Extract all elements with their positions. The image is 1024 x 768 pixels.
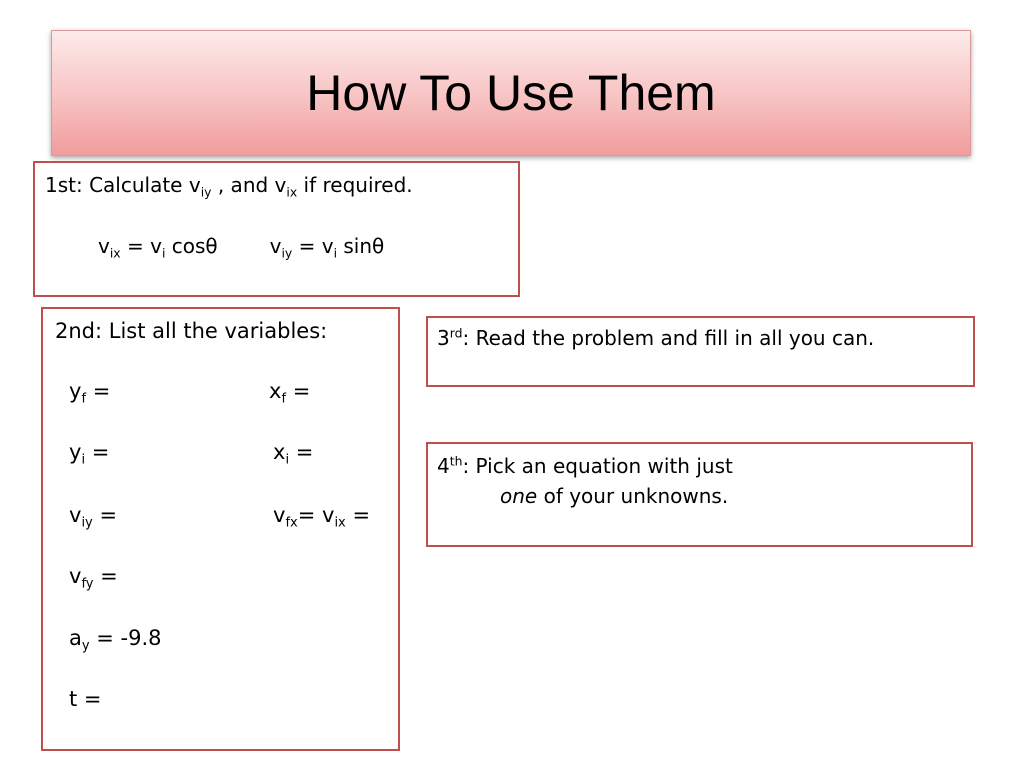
step4-num: 4 xyxy=(437,454,450,478)
variable-row xyxy=(69,564,118,592)
eq2-mid: = v xyxy=(292,234,334,258)
step4-body: : Pick an equation with just xyxy=(462,454,733,478)
var-viy: v xyxy=(69,503,82,527)
step1-suffix: if required. xyxy=(297,173,413,197)
step1-prefix: 1st: Calculate xyxy=(45,173,189,197)
var-yf-eq: = xyxy=(86,379,111,403)
step4-sup: th xyxy=(449,453,463,469)
var-xf-eq: = xyxy=(286,379,311,403)
var-vfx-eq: = v xyxy=(297,503,335,527)
var-vfy: v xyxy=(69,564,82,588)
eq2-lhs-sub: iy xyxy=(281,245,293,261)
step1-var2-sub: ix xyxy=(286,184,298,200)
var-yf-sub: f xyxy=(81,391,87,407)
step2-box xyxy=(41,307,400,751)
title-banner xyxy=(51,30,971,156)
step4-text xyxy=(437,454,733,478)
var-t: t xyxy=(69,687,78,711)
step1-box xyxy=(33,161,520,297)
page-title: How To Use Them xyxy=(306,65,716,121)
step1-equations xyxy=(98,234,385,261)
eq1-rhs: cosθ xyxy=(165,234,218,258)
step3-text xyxy=(437,326,874,350)
var-vfx-sub: fx xyxy=(285,515,298,531)
variable-row xyxy=(69,687,102,711)
var-xi: x xyxy=(273,440,286,464)
eq1-mid: = v xyxy=(120,234,162,258)
eq1-lhs: v xyxy=(98,234,110,258)
var-vix-sub: ix xyxy=(334,515,346,531)
var-vfx: v xyxy=(273,503,286,527)
step2-header: 2nd: List all the variables: xyxy=(55,319,328,343)
step4-emphasis: one xyxy=(500,484,538,508)
variable-row xyxy=(69,626,162,654)
step1-mid: , and xyxy=(211,173,275,197)
step3-box xyxy=(426,316,975,387)
eq1-lhs-sub: ix xyxy=(109,245,121,261)
step4-box xyxy=(426,442,973,547)
step3-num: 3 xyxy=(437,326,450,350)
variable-row xyxy=(69,440,314,468)
variable-row xyxy=(69,379,311,407)
var-ay: a xyxy=(69,626,82,650)
eq2-rhs: sinθ xyxy=(337,234,385,258)
var-xi-sub: i xyxy=(285,452,290,468)
var-xi-eq: = xyxy=(289,440,314,464)
step1-var1-sub: iy xyxy=(200,184,212,200)
var-yi: y xyxy=(69,440,82,464)
var-vfy-sub: fy xyxy=(81,576,94,592)
variable-row xyxy=(69,503,371,531)
step4-line2-rest: of your unknowns. xyxy=(537,484,729,508)
var-t-eq: = xyxy=(77,687,102,711)
var-xf: x xyxy=(269,379,282,403)
var-ay-sub: y xyxy=(81,638,90,654)
var-vix-eq: = xyxy=(345,503,371,527)
step4-text-line2 xyxy=(500,484,728,508)
step3-body: : Read the problem and fill in all you can. xyxy=(462,326,875,350)
step3-sup: rd xyxy=(449,325,463,341)
var-viy-eq: = xyxy=(92,503,118,527)
eq2-lhs: v xyxy=(269,234,282,258)
step1-var1: v xyxy=(188,173,201,197)
var-xf-sub: f xyxy=(281,391,287,407)
eq1-mid-sub: i xyxy=(161,245,166,261)
var-viy-sub: iy xyxy=(81,515,93,531)
var-yi-eq: = xyxy=(85,440,110,464)
step1-var2: v xyxy=(274,173,287,197)
var-vfy-eq: = xyxy=(93,564,118,588)
step1-instruction xyxy=(45,173,413,200)
var-ay-eq: = -9.8 xyxy=(89,626,162,650)
var-yf: y xyxy=(69,379,82,403)
eq2-mid-sub: i xyxy=(333,245,338,261)
var-yi-sub: i xyxy=(81,452,86,468)
